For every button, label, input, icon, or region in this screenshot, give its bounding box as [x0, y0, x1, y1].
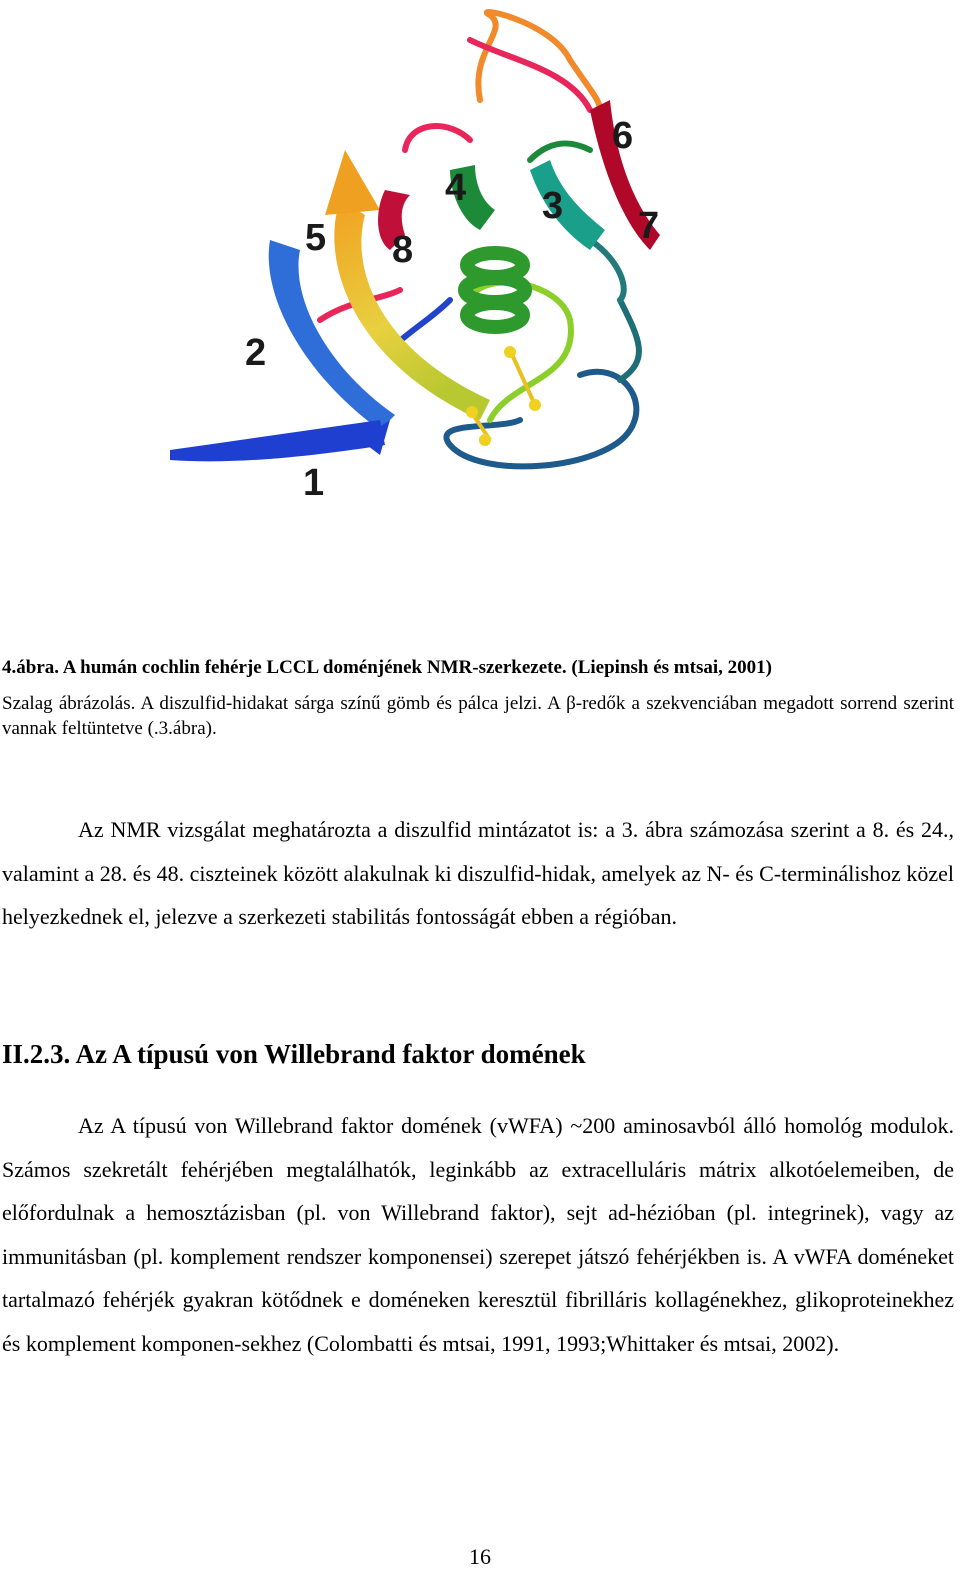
figure-caption-body: Szalag ábrázolás. A diszulfid-hidakat sárga színű gömb és pálca jelzi. A β-redők a szekvenciában megadott sorrend szerint vannak feltüntetve (.3.ábra). [2, 693, 954, 739]
strand-label-1: 1 [303, 462, 325, 504]
page-number: 16 [469, 1544, 491, 1569]
paragraph-vwfa [2, 1104, 954, 1365]
strand-label-6: 6 [612, 115, 634, 157]
section-heading: II.2.3. Az A típusú von Willebrand faktor domének [2, 1039, 586, 1069]
strand-label-3: 3 [542, 185, 564, 227]
strand-label-4: 4 [445, 167, 467, 209]
strand-label-2: 2 [245, 332, 267, 374]
paragraph-vwfa-text: Az A típusú von Willebrand faktor domének (vWFA) ~200 aminosavból álló homológ modulok. Számos szekretált fehérjében megtalálhatók, leginkább az extracelluláris mátrix alkotóelemeiben, de előfordulnak a hemosztázisban (pl. von Willebrand faktor), sejt ad-hézióban (pl. integrinek), vagy az immunitásban (pl. komplement rendszer komponensei) szerepet játszó fehérjékben is. A vWFA doméneket tartalmazó fehérjék gyakran kötődnek e doméneken keresztül fibrilláris kollagénekhez, glikoproteinekhez és komplement komponen-sekhez (Colombatti és mtsai, 1991, 1993;Whittaker és mtsai, 2002). [2, 1113, 954, 1356]
paragraph-nmr-text: Az NMR vizsgálat meghatározta a diszulfid mintázatot is: a 3. ábra számozása szerint a 8. és 24., valamint a 28. és 48. ciszteinek között alakulnak ki diszulfid-hidak, amelyek az N- és C-terminálishoz közel helyezkednek el, jelezve a szerkezeti stabilitás fontosságát ebben a régióban. [2, 817, 954, 929]
strand-label-5: 5 [305, 217, 327, 259]
strand-label-7: 7 [638, 205, 660, 247]
paragraph-nmr [2, 808, 954, 939]
protein-ribbon-figure [150, 0, 690, 520]
figure-caption-title: 4.ábra. A humán cochlin fehérje LCCL doménjének NMR-szerkezete. (Liepinsh és mtsai, 2001) [2, 657, 772, 678]
ribbon-structure-image [150, 0, 690, 520]
strand-label-8: 8 [392, 229, 414, 271]
